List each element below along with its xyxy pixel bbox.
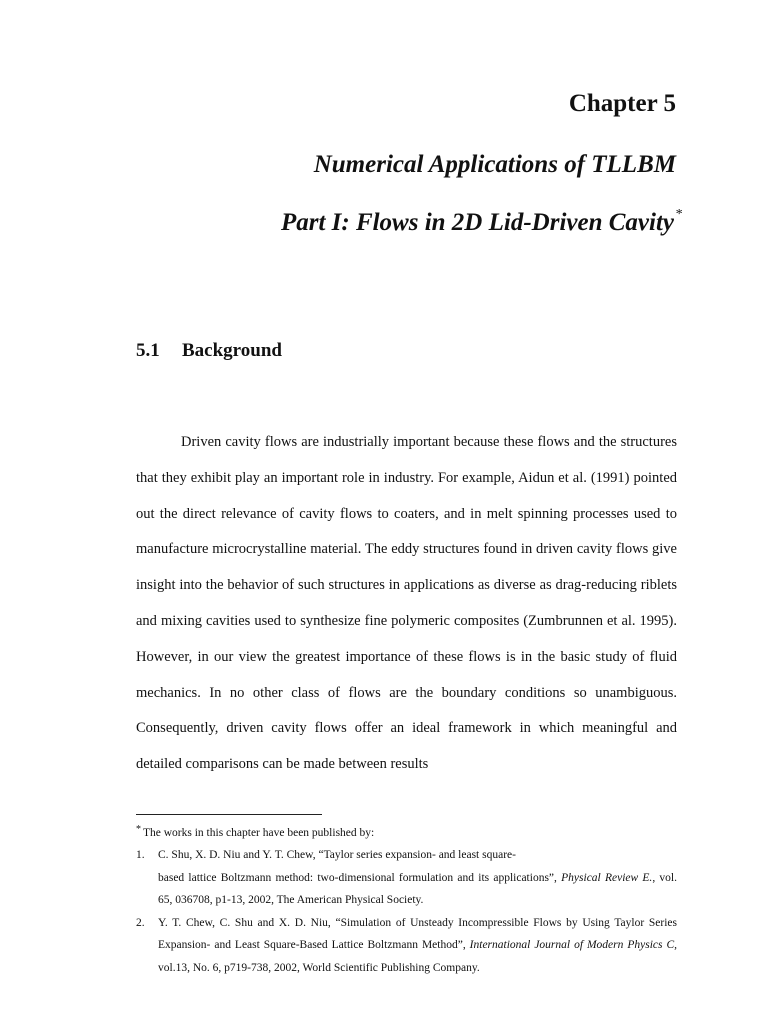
footnote-marker: *	[675, 207, 682, 222]
part-title	[281, 207, 682, 237]
footnote-item	[136, 844, 677, 912]
footnote-intro	[136, 819, 677, 844]
footnote-intro-text: The works in this chapter have been published by:	[143, 827, 375, 839]
footnote-item-number: 2.	[136, 916, 145, 929]
section-heading	[136, 340, 282, 362]
part-title-text: Part I: Flows in 2D Lid-Driven Cavity	[280, 209, 674, 236]
footnote-item-text: Y. T. Chew, C. Shu and X. D. Niu, “Simulation of Unsteady Incompressible Flows by Using Taylor Series Expansion- and Least Square-Based Lattice Boltzmann Method”, International Journal of Modern Physics C, vol.13, No. 6, p719-738, 2002, World Scientific Publishing Company.	[158, 916, 677, 974]
footnotes	[136, 819, 677, 979]
chapter-title: Numerical Applications of TLLBM	[313, 151, 676, 178]
footnote-line: based lattice Boltzmann method: two-dimensional formulation and its applications”, Physical Review E., vol. 65, 036708, p1-13, 2002, The American Physical Society.	[158, 871, 677, 906]
footnote-line: C. Shu, X. D. Niu and Y. T. Chew, “Taylor series expansion- and least square-	[158, 849, 516, 861]
journal-name: International Journal of Modern Physics C,	[469, 939, 677, 951]
body-paragraph: Driven cavity flows are industrially important because these flows and the structures that they exhibit play an important role in industry. For example, Aidun et al. (1991) pointed out the direct relevance of cavity flows to coaters, and in melt spinning processes used to manufacture microcrystalline material. The eddy structures found in driven cavity flows give insight into the behavior of such structures in applications as diverse as drag-reducing riblets and mixing cavities used to synthesize fine polymeric composites (Zumbrunnen et al. 1995). However, in our view the greatest importance of these flows is in the basic study of fluid mechanics. In no other class of flows are the boundary conditions so unambiguous. Consequently, driven cavity flows offer an ideal framework in which meaningful and detailed comparisons can be made between results	[136, 434, 677, 773]
chapter-number: Chapter 5	[568, 90, 676, 117]
journal-name: Physical Review E.	[561, 871, 653, 884]
footnote-item-number: 1.	[136, 849, 145, 861]
footnote-item	[136, 912, 677, 980]
section-number: 5.1	[136, 340, 160, 361]
footnote-divider	[136, 814, 322, 815]
footnote-item-text	[158, 844, 677, 912]
section-title: Background	[182, 340, 282, 361]
footnote-marker-ref: *	[136, 824, 141, 835]
